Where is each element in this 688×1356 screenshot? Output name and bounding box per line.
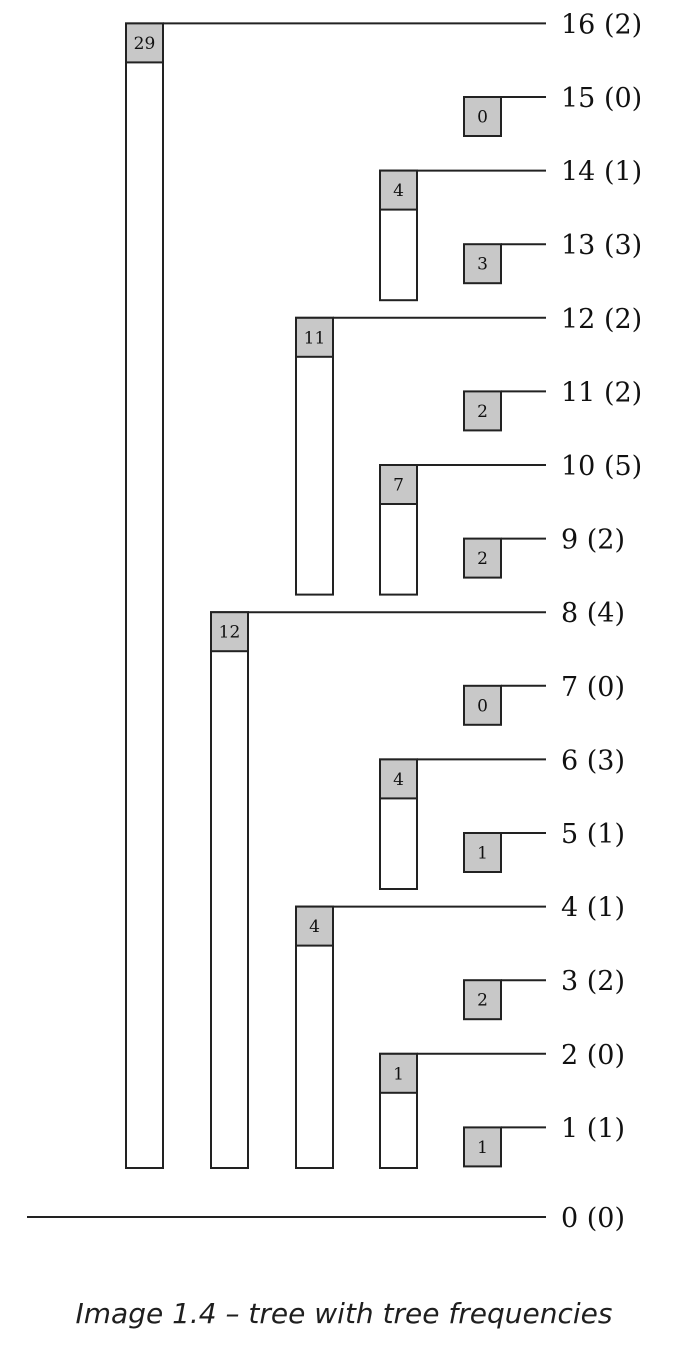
node-label: 10 (5) xyxy=(561,451,643,482)
tree-frequency-value: 2 xyxy=(477,549,488,570)
tree-frequency-value: 4 xyxy=(393,769,404,790)
node-label: 15 (0) xyxy=(561,83,643,114)
node-label: 9 (2) xyxy=(561,524,626,556)
tree-node-3 xyxy=(464,966,625,1019)
node-label: 16 (2) xyxy=(561,9,643,41)
node-label: 12 (2) xyxy=(561,303,643,335)
node-label: 4 (1) xyxy=(561,892,626,924)
tree-frequency-value: 11 xyxy=(303,328,326,349)
tree-frequency-value: 0 xyxy=(477,696,488,717)
node-label: 2 (0) xyxy=(561,1039,626,1071)
tree-node-6 xyxy=(380,745,625,889)
tree-frequency-value: 3 xyxy=(477,254,488,275)
tree-node-14 xyxy=(380,157,642,301)
tree-node-10 xyxy=(380,451,642,595)
tree-node-11 xyxy=(464,377,642,430)
node-label: 11 (2) xyxy=(561,377,643,409)
tree-frequency-value: 12 xyxy=(218,622,241,643)
tree-node-7 xyxy=(464,672,625,725)
tree-frequency-value: 29 xyxy=(133,33,156,54)
tree-node-15 xyxy=(464,83,642,136)
tree-frequency-value: 1 xyxy=(477,1137,488,1158)
node-label: 8 (4) xyxy=(561,598,626,630)
tree-frequency-value: 1 xyxy=(477,843,488,864)
tree-node-1 xyxy=(464,1113,625,1166)
node-label: 5 (1) xyxy=(561,819,626,850)
tree-frequency-value: 2 xyxy=(477,401,488,422)
node-label: 1 (1) xyxy=(561,1113,626,1145)
tree-node-2 xyxy=(380,1040,625,1168)
subtree-column xyxy=(296,318,333,595)
tree-node-13 xyxy=(464,230,642,283)
tree-node-0 xyxy=(27,1203,625,1234)
subtree-column xyxy=(211,612,248,1168)
tree-frequency-value: 2 xyxy=(477,990,488,1011)
node-label: 14 (1) xyxy=(561,156,643,188)
subtree-column xyxy=(126,23,163,1168)
node-label: 13 (3) xyxy=(561,230,643,262)
node-label: 7 (0) xyxy=(561,671,626,703)
node-label: 3 (2) xyxy=(561,966,626,998)
figure-caption: Image 1.4 – tree with tree frequencies xyxy=(75,1297,613,1330)
tree-frequency-value: 1 xyxy=(393,1064,404,1085)
tree-frequency-value: 4 xyxy=(393,181,404,202)
tree-node-9 xyxy=(464,525,625,578)
tree-node-5 xyxy=(464,819,625,872)
node-label: 6 (3) xyxy=(561,745,626,777)
node-label: 0 (0) xyxy=(561,1203,626,1234)
tree-frequency-value: 7 xyxy=(393,475,404,496)
tree-frequency-value: 0 xyxy=(477,107,488,128)
tree-frequency-value: 4 xyxy=(309,917,320,938)
